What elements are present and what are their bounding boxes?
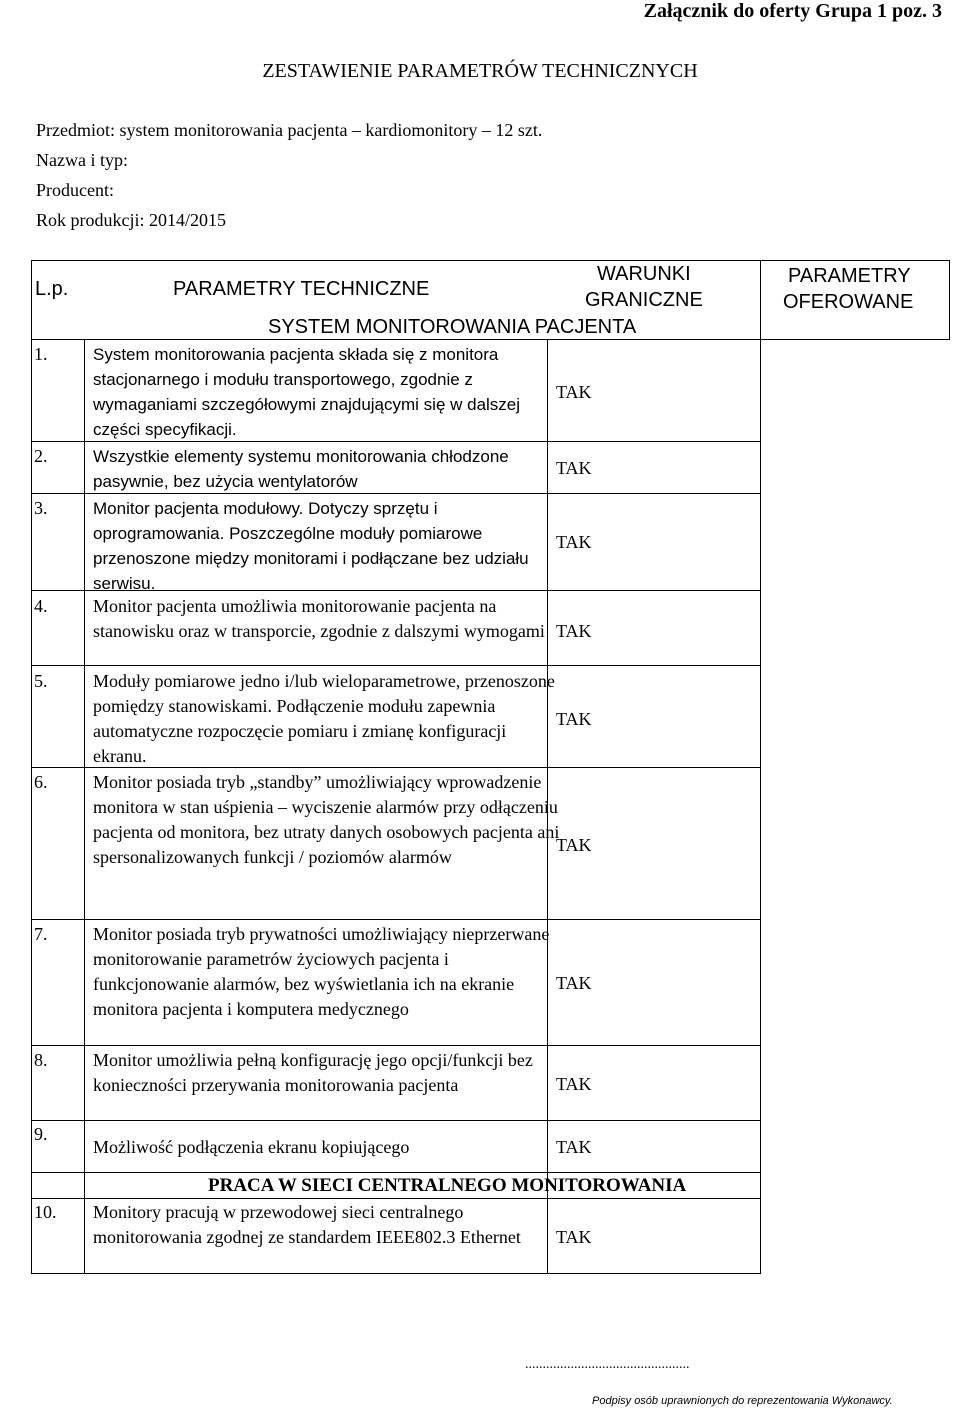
row-number: 8. bbox=[34, 1050, 48, 1070]
row-condition: TAK bbox=[556, 1074, 592, 1094]
column-conditions-header-1: WARUNKI bbox=[597, 263, 691, 285]
subject-value: system monitorowania pacjenta – kardiomonitory – 12 szt. bbox=[119, 120, 543, 140]
row-condition: TAK bbox=[556, 835, 592, 855]
section-header-monitoring: SYSTEM MONITOROWANIA PACJENTA bbox=[268, 316, 637, 338]
row-condition: TAK bbox=[556, 1227, 592, 1247]
row-condition: TAK bbox=[556, 973, 592, 993]
page-title: ZESTAWIENIE PARAMETRÓW TECHNICZNYCH bbox=[262, 60, 698, 82]
signature-line: ............................................... bbox=[525, 1357, 690, 1372]
row-number: 9. bbox=[34, 1124, 48, 1144]
row-description: Możliwość podłączenia ekranu kopiującego bbox=[93, 1137, 410, 1157]
year-label: Rok produkcji: 2014/2015 bbox=[36, 210, 226, 230]
row-condition: TAK bbox=[556, 382, 592, 402]
row-description: Monitor pacjenta umożliwia monitorowanie pacjenta na stanowisku oraz w transporcie, zgodnie z dalszymi wymogami bbox=[93, 596, 545, 641]
section-header-central-monitoring: PRACA W SIECI CENTRALNEGO MONITOROWANIA bbox=[208, 1175, 687, 1196]
row-number: 10. bbox=[34, 1202, 57, 1222]
row-condition: TAK bbox=[556, 709, 592, 729]
row-number: 4. bbox=[34, 596, 48, 616]
column-params-header: PARAMETRY TECHNICZNE bbox=[173, 278, 430, 300]
row-condition: TAK bbox=[556, 532, 592, 552]
row-number: 6. bbox=[34, 772, 48, 792]
row-description: Monitor pacjenta modułowy. Dotyczy sprzętu i oprogramowania. Poszczególne moduły pomiarowe przenoszone między monitorami i podłączane bez udziału serwisu. bbox=[93, 499, 529, 593]
technical-parameters-table bbox=[31, 260, 950, 1275]
row-condition: TAK bbox=[556, 1137, 592, 1157]
attachment-label: Załącznik do oferty Grupa 1 poz. 3 bbox=[643, 0, 942, 22]
row-description: Monitor posiada tryb prywatności umożliwiający nieprzerwane monitorowanie parametrów życiowych pacjenta i funkcjonowanie alarmów, bez wyświetlania ich na ekranie monitora pacjenta i komputera medycznego bbox=[93, 924, 550, 1019]
row-description: Wszystkie elementy systemu monitorowania chłodzone pasywnie, bez użycia wentylatorów bbox=[93, 447, 509, 491]
signature-label: Podpisy osób uprawnionych do reprezentowania Wykonawcy. bbox=[592, 1395, 893, 1407]
row-number: 2. bbox=[34, 446, 48, 466]
row-condition: TAK bbox=[556, 621, 592, 641]
column-offered-header-2: OFEROWANE bbox=[783, 291, 914, 313]
row-number: 5. bbox=[34, 671, 48, 691]
column-lp-header: L.p. bbox=[35, 278, 69, 300]
subject-line bbox=[36, 120, 542, 141]
row-description: Monitor posiada tryb „standby” umożliwiający wprowadzenie monitora w stan uśpienia – wyciszenie alarmów przy odłączeniu pacjenta od monitora, bez utraty danych osobowych pacjenta ani spersonalizowanych funkcji / poziomów alarmów bbox=[93, 772, 560, 867]
row-description: Moduły pomiarowe jedno i/lub wieloparametrowe, przenoszone pomiędzy stanowiskami. Podłączenie modułu zapewnia automatyczne rozpoczęcie pomiaru i zmianę konfiguracji ekranu. bbox=[93, 671, 555, 766]
row-number: 1. bbox=[34, 344, 48, 364]
column-conditions-header-2: GRANICZNE bbox=[585, 289, 703, 311]
row-description: Monitor umożliwia pełną konfigurację jego opcji/funkcji bez konieczności przerywania monitorowania pacjenta bbox=[93, 1050, 533, 1095]
row-number: 7. bbox=[34, 924, 48, 944]
producer-label: Producent: bbox=[36, 180, 114, 200]
row-description: System monitorowania pacjenta składa się z monitora stacjonarnego i modułu transportowego, zgodnie z wymaganiami szczegółowymi znajdującymi się w dalszej części specyfikacji. bbox=[93, 345, 521, 439]
subject-label: Przedmiot: bbox=[36, 120, 115, 140]
name-type-label: Nazwa i typ: bbox=[36, 150, 128, 170]
row-condition: TAK bbox=[556, 458, 592, 478]
column-offered-header-1: PARAMETRY bbox=[788, 265, 911, 287]
row-number: 3. bbox=[34, 498, 48, 518]
row-description: Monitory pracują w przewodowej sieci centralnego monitorowania zgodnej ze standardem IEEE802.3 Ethernet bbox=[93, 1202, 521, 1247]
